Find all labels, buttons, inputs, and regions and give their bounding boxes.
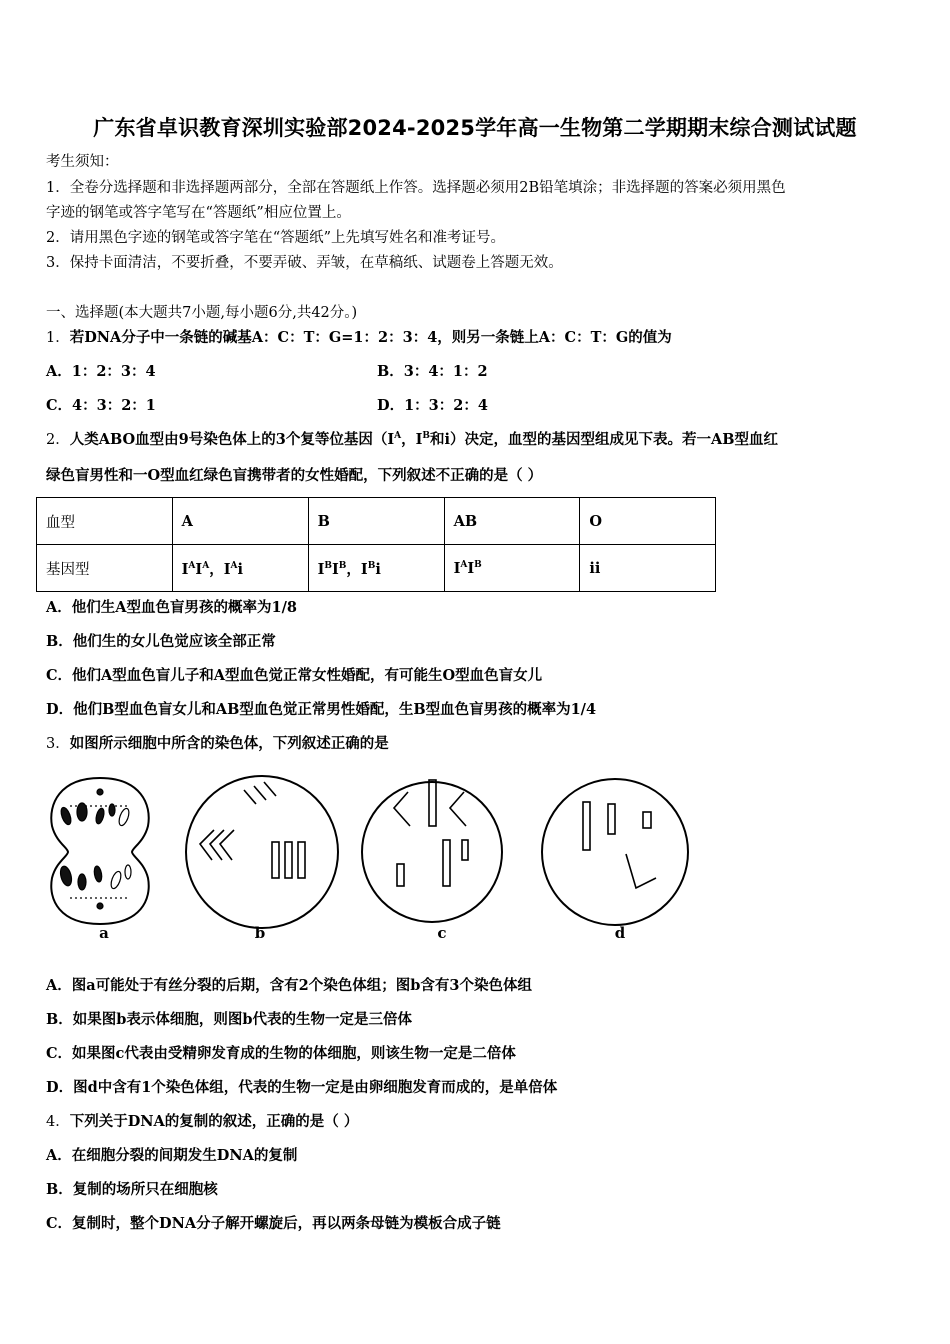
question-number: 4．: [46, 1114, 70, 1130]
genotype-letter: I: [467, 559, 475, 577]
superscript: B: [474, 559, 482, 570]
question-3: [46, 734, 389, 754]
section-heading: 一、选择题(本大题共7小题,每小题6分,共42分。): [46, 305, 358, 321]
figure-label-a: a: [99, 924, 109, 942]
q2-option-a: A．他们生A型血色盲男孩的概率为1/8: [46, 599, 297, 616]
cell-c-membrane: [362, 782, 502, 922]
superscript: B: [367, 560, 376, 571]
q4-option-a: A．在细胞分裂的间期发生DNA的复制: [46, 1147, 298, 1164]
cell-d-chromosomes: [583, 802, 656, 888]
question-4: [46, 1112, 358, 1132]
notice-item: 1．全卷分选择题和非选择题两部分，全部在答题纸上作答。选择题必须用2B铅笔填涂；非选择题的答案必须用黑色: [46, 180, 786, 196]
superscript: A: [460, 559, 468, 570]
superscript: A: [188, 560, 196, 571]
cell-a-chromosomes: [59, 789, 131, 909]
genotype-letter: I: [332, 560, 339, 578]
superscript: B: [422, 431, 430, 441]
question-stem: 下列关于DNA的复制的叙述，正确的是（ ）: [69, 1113, 359, 1130]
q1-option-c: C．4：3：2：1: [46, 397, 156, 414]
blood-type-table: [36, 497, 716, 592]
q3-option-a: A．图a可能处于有丝分裂的后期，含有2个染色体组；图b含有3个染色体组: [46, 977, 532, 994]
genotype-letter: I: [360, 560, 368, 578]
separator: ，: [346, 560, 361, 578]
genotype-letter: I: [317, 560, 325, 578]
table-cell: B: [308, 498, 444, 545]
cell-d-membrane: [542, 779, 688, 925]
q1-option-d: D．1：3：2：4: [377, 397, 488, 414]
cell-a-membrane: [51, 778, 148, 924]
figure-label-b: b: [254, 924, 266, 942]
table-row: [37, 545, 716, 592]
q3-option-c: C．如果图c代表由受精卵发育成的生物的体细胞，则该生物一定是二倍体: [46, 1045, 516, 1062]
notice-heading: 考生须知：: [46, 154, 119, 170]
genotype-letter: I: [181, 560, 189, 578]
table-row: [37, 498, 716, 545]
superscript: A: [202, 560, 210, 571]
q4-option-c: C．复制时，整个DNA分子解开螺旋后，再以两条母链为模板合成子链: [46, 1215, 501, 1232]
table-cell: AB: [444, 498, 580, 545]
question-stem-part: ，I: [401, 431, 423, 448]
q3-option-d: D．图d中含有1个染色体组，代表的生物一定是由卵细胞发育而成的，是单倍体: [46, 1079, 558, 1096]
question-number: 2．: [46, 432, 70, 448]
question-stem: 若DNA分子中一条链的碱基A：C：T：G=1：2：3：4，则另一条链上A：C：T：G的值为: [69, 329, 672, 346]
genotype-letter: i: [375, 560, 381, 578]
table-cell: [308, 545, 444, 592]
question-stem-part: 人类ABO血型由9号染色体上的3个复等位基因（I: [69, 431, 395, 448]
question-stem-part: 和i）决定，血型的基因型组成见下表。若一AB型血红: [430, 431, 779, 448]
superscript: B: [338, 560, 347, 571]
cell-c-chromosomes: [394, 780, 468, 886]
superscript: A: [230, 560, 238, 571]
question-2: [46, 430, 778, 450]
genotype-letter: i: [237, 560, 243, 578]
genotype-letter: I: [453, 559, 461, 577]
superscript: B: [324, 560, 332, 571]
page-title: 广东省卓识教育深圳实验部2024-2025学年高一生物第二学期期末综合测试试题: [93, 116, 857, 140]
separator: ，: [209, 560, 224, 578]
q2-option-d: D．他们B型血色盲女儿和AB型血色觉正常男性婚配，生B型血色盲男孩的概率为1/4: [46, 701, 597, 718]
question-2-stem-line2: 绿色盲男性和一O型血红绿色盲携带者的女性婚配，下列叙述不正确的是（ ）: [46, 467, 543, 484]
table-cell: [444, 545, 580, 592]
table-cell: [172, 545, 308, 592]
figure-label-c: c: [437, 924, 447, 942]
table-cell: O: [580, 498, 716, 545]
question-stem: 如图所示细胞中所含的染色体，下列叙述正确的是: [69, 735, 389, 752]
question-number: 1．: [46, 330, 70, 346]
genotype-letter: I: [195, 560, 203, 578]
table-cell: 基因型: [37, 545, 173, 592]
q1-option-a: A．1：2：3：4: [46, 363, 156, 380]
genotype-letter: I: [223, 560, 231, 578]
figure-label-d: d: [614, 924, 626, 942]
superscript: A: [394, 431, 402, 441]
q2-option-b: B．他们生的女儿色觉应该全部正常: [46, 633, 276, 650]
question-1: [46, 328, 672, 348]
chromosome-figure: [40, 764, 710, 944]
cell-b-membrane: [186, 776, 338, 928]
table-cell: ii: [580, 545, 716, 592]
notice-item: 3．保持卡面清洁，不要折叠，不要弄破、弄皱，在草稿纸、试题卷上答题无效。: [46, 255, 563, 271]
table-cell: A: [172, 498, 308, 545]
notice-item: 字迹的钢笔或答字笔写在“答题纸”相应位置上。: [46, 205, 351, 221]
table-cell: 血型: [37, 498, 173, 545]
q2-option-c: C．他们A型血色盲儿子和A型血色觉正常女性婚配，有可能生O型血色盲女儿: [46, 667, 543, 684]
q3-option-b: B．如果图b表示体细胞，则图b代表的生物一定是三倍体: [46, 1011, 413, 1028]
q1-option-b: B．3：4：1：2: [377, 363, 488, 380]
q4-option-b: B．复制的场所只在细胞核: [46, 1181, 218, 1198]
notice-item: 2．请用黑色字迹的钢笔或答字笔在“答题纸”上先填写姓名和准考证号。: [46, 230, 506, 246]
question-number: 3．: [46, 736, 70, 752]
cell-b-chromosomes: [200, 782, 305, 878]
